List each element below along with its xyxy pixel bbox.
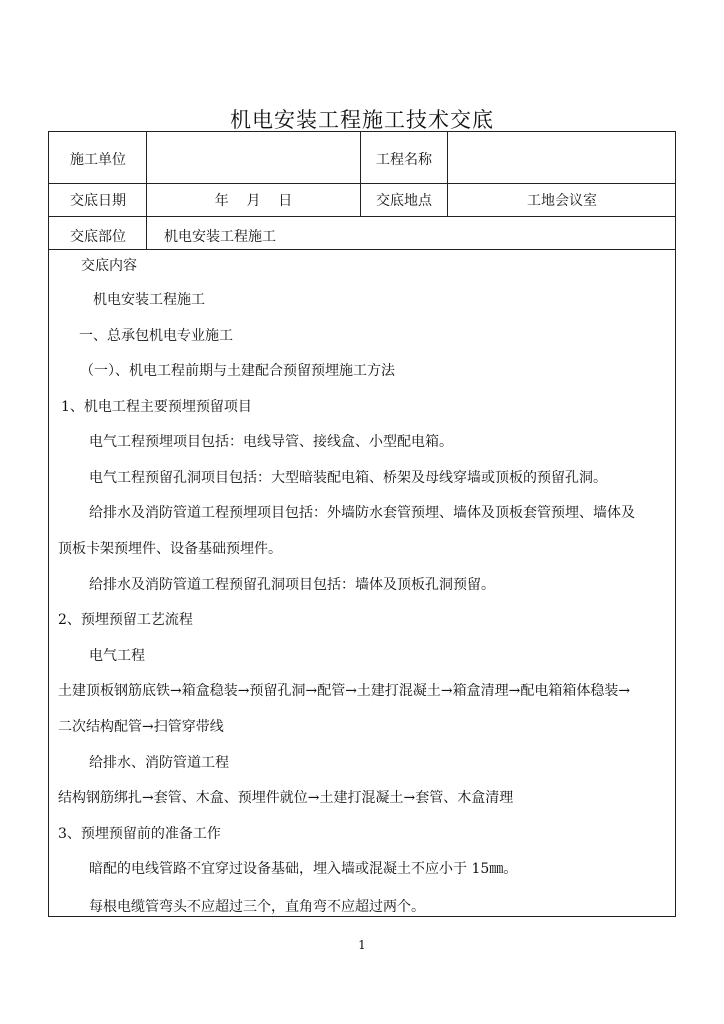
content-heading: 交底内容 [81, 258, 137, 274]
content-line-12: 土建顶板钢筋底铁→箱盒稳装→预留孔洞→配管→土建打混凝土→箱盒清理→配电箱箱体稳装→ [58, 683, 631, 699]
disclosure-table [48, 131, 676, 917]
label-disclosure-part: 交底部位 [70, 229, 126, 245]
row-divider-1 [49, 183, 675, 184]
content-line-8: 顶板卡架预埋件、设备基础预埋件。 [58, 541, 282, 557]
document-title: 机电安装工程施工技术交底 [230, 108, 494, 132]
content-line-17: 暗配的电线管路不宜穿过设备基础，埋入墙或混凝土不应小于 15㎜。 [89, 861, 518, 877]
content-line-2: 一、总承包机电专业施工 [79, 328, 233, 344]
content-line-10: 2、预埋预留工艺流程 [58, 612, 193, 628]
value-disclosure-date: 年 月 日 [214, 193, 293, 209]
value-disclosure-location: 工地会议室 [527, 193, 597, 209]
value-disclosure-part: 机电安装工程施工 [164, 229, 276, 245]
content-line-15: 结构钢筋绑扎→套管、木盒、预埋件就位→土建打混凝土→套管、木盒清理 [58, 790, 514, 806]
label-disclosure-location: 交底地点 [376, 193, 432, 209]
content-line-13: 二次结构配管→扫管穿带线 [58, 719, 224, 735]
content-line-18: 每根电缆管弯头不应超过三个，直角弯不应超过两个。 [89, 899, 425, 915]
row-divider-2 [49, 216, 675, 217]
content-line-3: （一）、机电工程前期与土建配合预留预埋施工方法 [80, 363, 395, 379]
content-line-6: 电气工程预留孔洞项目包括：大型暗装配电箱、桥架及母线穿墙或顶板的预留孔洞。 [89, 470, 607, 486]
label-construction-unit: 施工单位 [70, 152, 126, 168]
content-line-11: 电气工程 [89, 648, 145, 664]
col-divider-2 [360, 132, 361, 216]
row-divider-3 [49, 249, 675, 250]
page-number: 1 [358, 938, 366, 952]
label-project-name: 工程名称 [376, 152, 432, 168]
col-divider-1 [146, 132, 147, 249]
content-line-5: 电气工程预埋项目包括：电线导管、接线盒、小型配电箱。 [89, 434, 453, 450]
content-line-1: 机电安装工程施工 [93, 292, 205, 308]
content-line-7: 给排水及消防管道工程预埋项目包括：外墙防水套管预埋、墙体及顶板套管预埋、墙体及 [89, 505, 635, 521]
label-disclosure-date: 交底日期 [70, 193, 126, 209]
content-line-16: 3、预埋预留前的准备工作 [58, 826, 221, 842]
content-line-14: 给排水、消防管道工程 [89, 755, 229, 771]
content-line-4: 1、机电工程主要预埋预留项目 [61, 399, 252, 415]
content-line-9: 给排水及消防管道工程预留孔洞项目包括：墙体及顶板孔洞预留。 [89, 577, 495, 593]
